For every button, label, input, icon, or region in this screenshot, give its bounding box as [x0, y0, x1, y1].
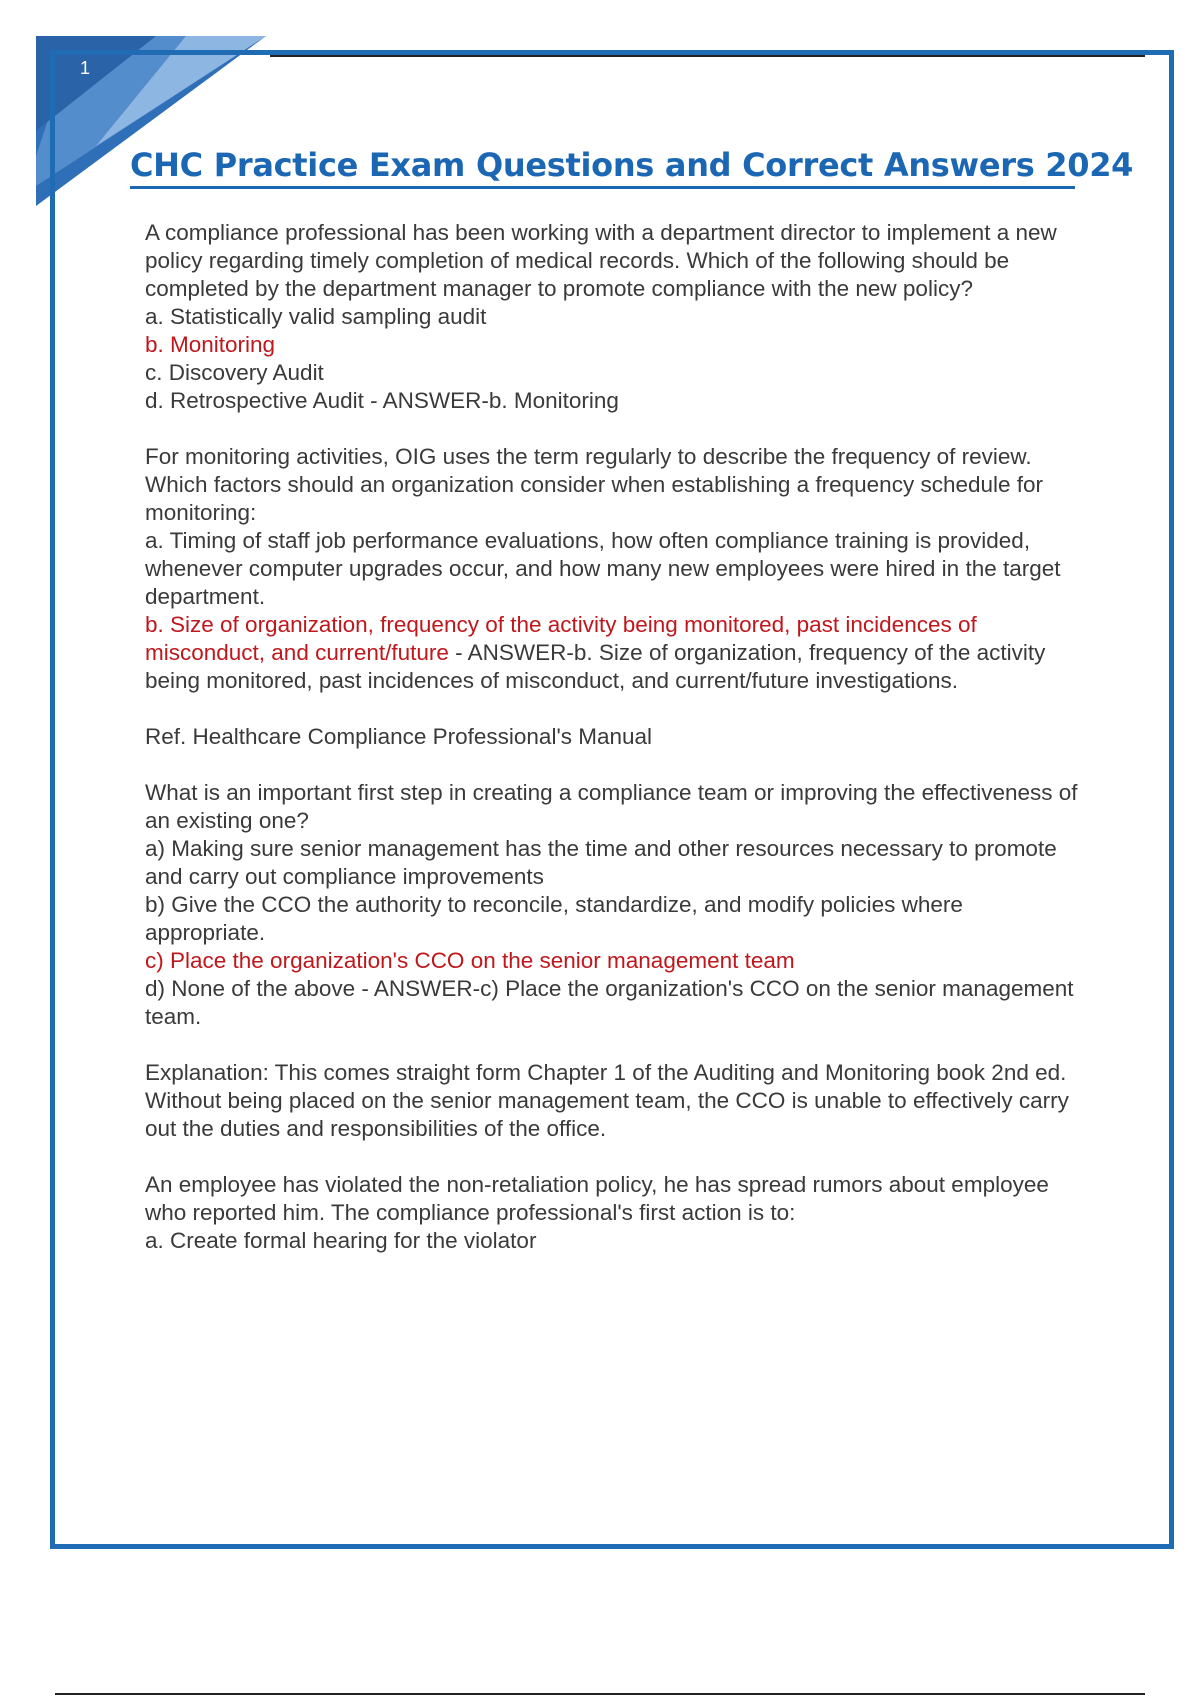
reference-text: Ref. Healthcare Compliance Professional's Manual: [145, 724, 653, 749]
option-a: a. Statistically valid sampling audit: [145, 304, 487, 329]
option-a: a. Timing of staff job performance evaluations, how often compliance training is provided, whenever computer upgrades occur, and how many new employees were hired in the target department.: [145, 528, 1061, 609]
page-number: 1: [80, 58, 91, 78]
option-b-correct: b. Size of organization, frequency of the activity being monitored, past incidences of misconduct, and current/future: [145, 612, 977, 665]
explanation: [145, 1059, 1080, 1143]
question-text: A compliance professional has been working with a department director to implement a new policy regarding timely completion of medical records. Which of the following should be completed by the department manager to promote compliance with the new policy?: [145, 220, 1057, 301]
option-b: b) Give the CCO the authority to reconcile, standardize, and modify policies where appropriate.: [145, 892, 963, 945]
option-a: a. Create formal hearing for the violator: [145, 1228, 537, 1253]
question-1: [145, 219, 1080, 415]
option-b-correct: b. Monitoring: [145, 332, 276, 357]
option-d-answer: d. Retrospective Audit - ANSWER-b. Monitoring: [145, 388, 619, 413]
option-a: a) Making sure senior management has the time and other resources necessary to promote and carry out compliance improvements: [145, 836, 1057, 889]
option-c-correct: c) Place the organization's CCO on the senior management team: [145, 948, 795, 973]
question-2: [145, 443, 1080, 695]
document-body: [145, 219, 1080, 1283]
reference: [145, 723, 1080, 751]
option-b-correct-answer: [145, 612, 1045, 693]
option-d-answer: d) None of the above - ANSWER-c) Place the organization's CCO on the senior management team.: [145, 976, 1074, 1029]
option-c: c. Discovery Audit: [145, 360, 324, 385]
question-4: [145, 1171, 1080, 1255]
answer-text: - ANSWER-b. Size of organization, frequency of the activity being monitored, past incidences of misconduct, and current/future investigations.: [145, 640, 1046, 693]
question-text: For monitoring activities, OIG uses the term regularly to describe the frequency of review. Which factors should an organization consider when establishing a frequency schedule for monitoring:: [145, 444, 1044, 525]
question-3: [145, 779, 1080, 1031]
explanation-text: Explanation: This comes straight form Chapter 1 of the Auditing and Monitoring book 2nd ed. Without being placed on the senior management team, the CCO is unable to effectively carry out the duties and responsibilities of the office.: [145, 1060, 1069, 1141]
document-title: CHC Practice Exam Questions and Correct Answers 2024: [130, 146, 1075, 189]
question-text: An employee has violated the non-retaliation policy, he has spread rumors about employee who reported him. The compliance professional's first action is to:: [145, 1172, 1049, 1225]
bottom-rule: [55, 1693, 1145, 1695]
question-text: What is an important first step in creating a compliance team or improving the effectiveness of an existing one?: [145, 780, 1078, 833]
